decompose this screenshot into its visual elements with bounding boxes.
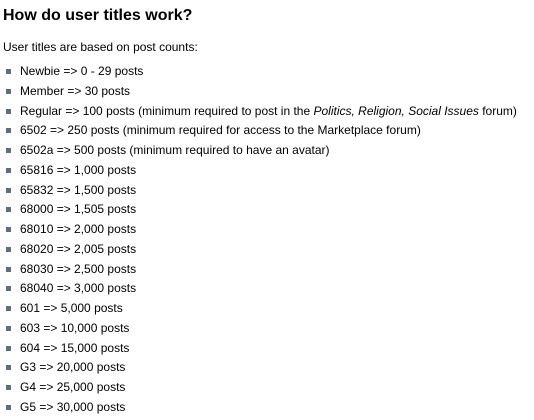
list-item-text: G3 => 20,000 posts [20,360,126,375]
square-bullet-icon [6,286,11,291]
list-item-text: 6502a => 500 posts (minimum required to have an avatar) [20,143,330,157]
square-bullet-icon [6,346,11,351]
list-item-text: 68030 => 2,500 posts [20,261,137,276]
square-bullet-icon [6,109,11,114]
list-item-g4 [3,380,531,394]
square-bullet-icon [6,128,11,133]
list-item-65832 [3,183,531,197]
square-bullet-icon [6,69,11,74]
list-item-newbie [3,64,531,78]
square-bullet-icon [6,385,11,390]
list-item-text: G5 => 30,000 posts [20,399,126,414]
list-item-text: G4 => 25,000 posts [20,380,126,394]
list-item-text: Newbie => 0 - 29 posts [20,64,144,78]
list-item-68010 [3,222,531,236]
faq-intro: User titles are based on post counts: [3,40,198,54]
square-bullet-icon [6,207,11,212]
list-item-68040 [3,281,531,295]
square-bullet-icon [6,405,11,410]
square-bullet-icon [6,168,11,173]
square-bullet-icon [6,306,11,311]
list-item-text: 601 => 5,000 posts [20,301,123,315]
list-item-text-pre: Regular => 100 posts (minimum required to post in the [20,103,314,118]
list-item-text: 603 => 10,000 posts [20,320,130,335]
list-item-68030 [3,262,531,276]
list-item-regular [3,104,531,118]
list-item-603 [3,321,531,335]
list-item-g3 [3,360,531,374]
list-item-text: 68010 => 2,000 posts [20,222,137,236]
list-item-member [3,84,531,98]
list-item-65816 [3,163,531,177]
user-titles-list [3,64,531,414]
square-bullet-icon [6,89,11,94]
list-item-6502a [3,143,531,157]
list-item-68000 [3,202,531,216]
faq-section [3,6,531,420]
list-item-text: 65832 => 1,500 posts [20,182,137,197]
list-item-text: 6502 => 250 posts (minimum required for access to the Marketplace forum) [20,123,421,138]
list-item-text: 68040 => 3,000 posts [20,281,137,296]
list-item-text: 604 => 15,000 posts [20,340,130,355]
square-bullet-icon [6,365,11,370]
forum-name-emphasis: Politics, Religion, Social Issues [313,103,479,118]
list-item-text: Member => 30 posts [20,83,131,98]
list-item-text: 68000 => 1,505 posts [20,202,137,217]
list-item-601 [3,301,531,315]
square-bullet-icon [6,326,11,331]
square-bullet-icon [6,188,11,193]
list-item-604 [3,341,531,355]
list-item-text-post: forum) [478,103,517,118]
list-item-6502 [3,123,531,137]
list-item-g5 [3,400,531,414]
list-item-text: 65816 => 1,000 posts [20,162,137,177]
list-item-text: 68020 => 2,005 posts [20,241,137,256]
square-bullet-icon [6,247,11,252]
square-bullet-icon [6,148,11,153]
square-bullet-icon [6,267,11,272]
faq-heading: How do user titles work? [3,7,193,24]
list-item-68020 [3,242,531,256]
square-bullet-icon [6,227,11,232]
